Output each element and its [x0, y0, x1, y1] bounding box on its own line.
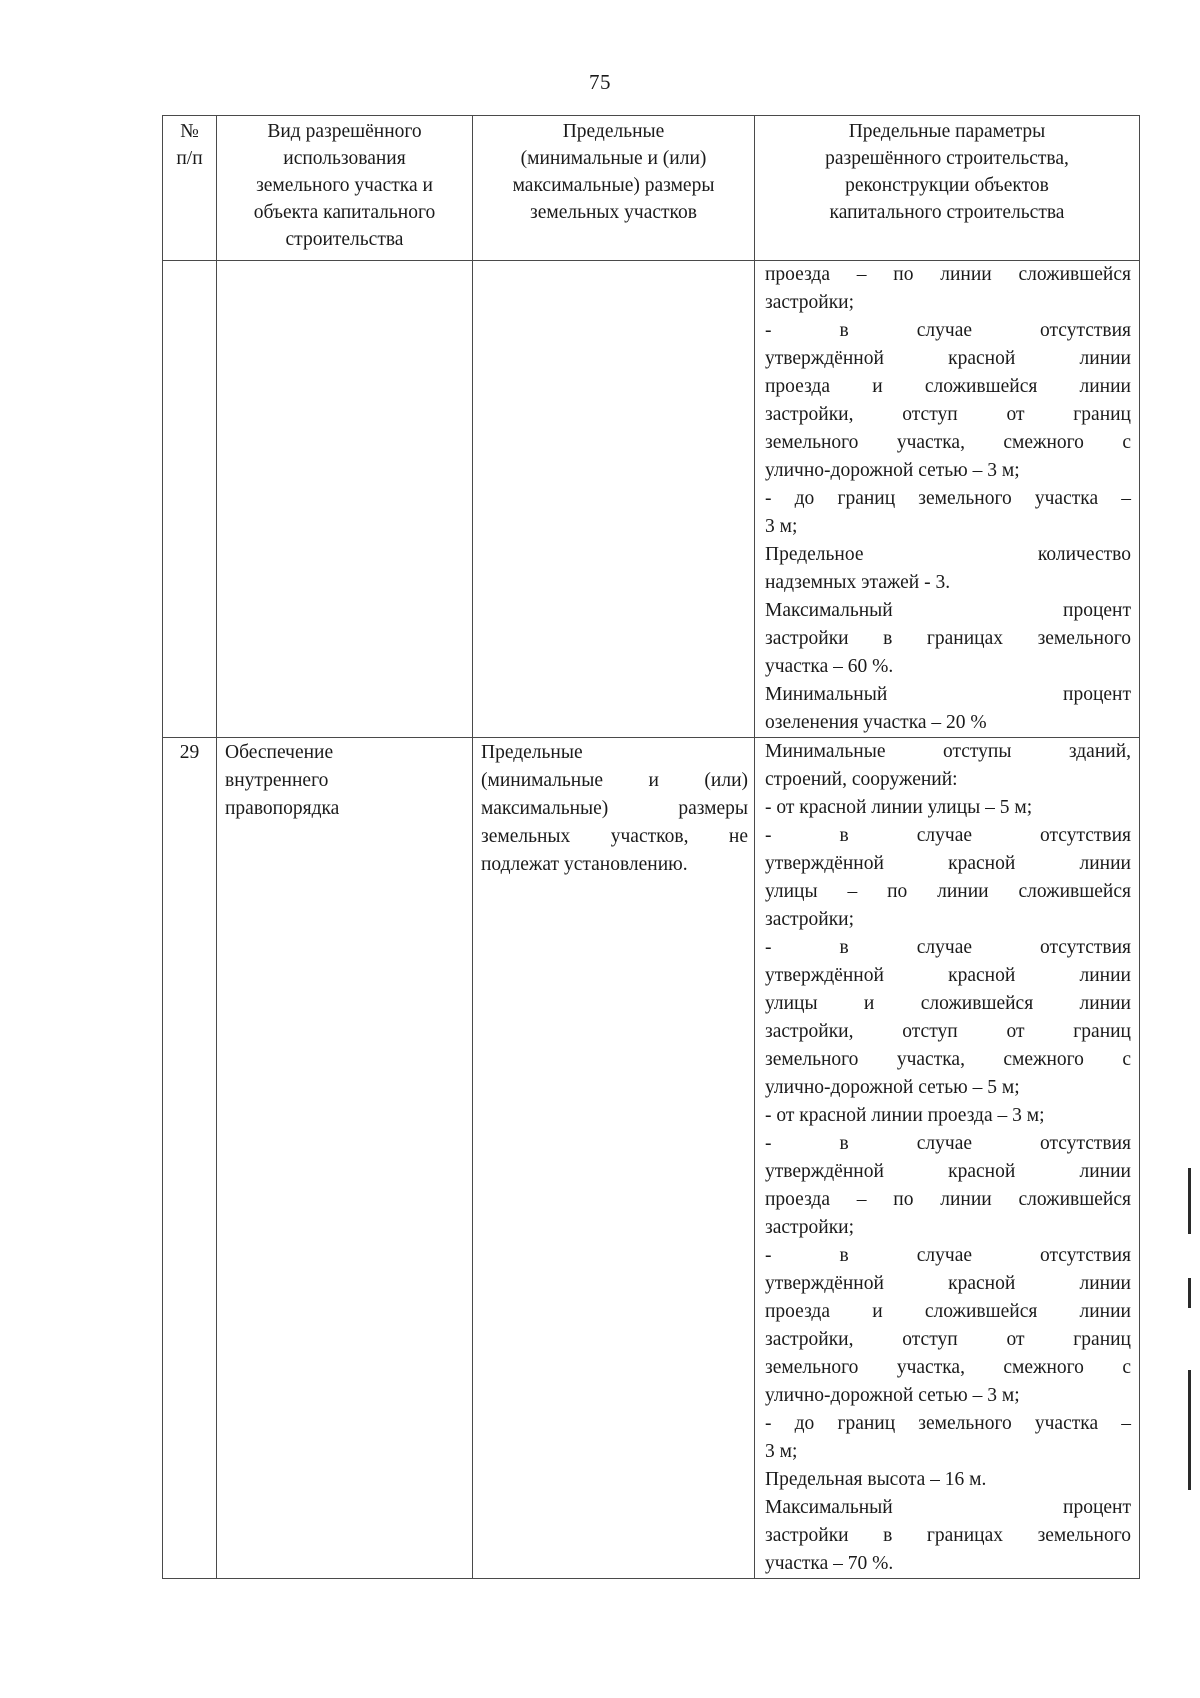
- params-line: - до границ земельного участка –: [765, 1413, 1131, 1434]
- use-type-cell: [217, 738, 473, 1579]
- header-number: [163, 116, 217, 261]
- plot-size-cell: [473, 738, 755, 1579]
- params-line: Минимальный процент: [765, 684, 1131, 705]
- plot-size-line: Предельные: [481, 742, 583, 763]
- params-line: утверждённой красной линии: [765, 853, 1131, 874]
- use-type-line: правопорядка: [225, 798, 340, 819]
- params-line: надземных этажей - 3.: [765, 572, 951, 593]
- params-line: 3 м;: [765, 1441, 798, 1462]
- header-params-line: Предельные параметры: [848, 121, 1046, 142]
- header-plot-size-line: Предельные: [562, 121, 665, 142]
- header-params: [755, 116, 1140, 261]
- params-line: застройки в границах земельного: [765, 1525, 1131, 1546]
- params-line: Предельная высота – 16 м.: [765, 1469, 987, 1490]
- params-line: застройки;: [765, 909, 855, 930]
- params-cell: [755, 261, 1140, 738]
- params-line: участка – 60 %.: [765, 656, 894, 677]
- plot-size-line: (минимальные и (или): [481, 770, 748, 791]
- header-params-line: разрешённого строительства,: [825, 148, 1069, 169]
- plot-size-cell: [473, 261, 755, 738]
- params-line: земельного участка, смежного с: [765, 1049, 1131, 1070]
- params-line: улично-дорожной сетью – 3 м;: [765, 460, 1020, 481]
- plot-size-line: подлежат установлению.: [481, 854, 688, 875]
- params-line: - в случае отсутствия: [765, 825, 1131, 846]
- params-line: застройки, отступ от границ: [765, 1329, 1131, 1350]
- header-number-line: п/п: [176, 148, 203, 169]
- params-line: Максимальный процент: [765, 600, 1131, 621]
- params-line: - от красной линии улицы – 5 м;: [765, 797, 1033, 818]
- params-line: 3 м;: [765, 516, 798, 537]
- use-type-cell: [217, 261, 473, 738]
- header-number-line: №: [180, 121, 199, 142]
- header-plot-size-line: максимальные) размеры: [512, 175, 715, 196]
- params-line: земельного участка, смежного с: [765, 432, 1131, 453]
- params-line: Максимальный процент: [765, 1497, 1131, 1518]
- params-line: Предельное количество: [765, 544, 1131, 565]
- params-line: - до границ земельного участка –: [765, 488, 1131, 509]
- use-type-line: внутреннего: [225, 770, 329, 791]
- params-line: улицы – по линии сложившейся: [765, 881, 1131, 902]
- table-header-row: [163, 116, 1140, 261]
- plot-size-line: максимальные) размеры: [481, 798, 748, 819]
- header-use-type-line: земельного участка и: [256, 175, 433, 196]
- params-line: проезда – по линии сложившейся: [765, 1189, 1131, 1210]
- scan-edge-mark: [1188, 1370, 1191, 1490]
- params-line: проезда и сложившейся линии: [765, 1301, 1131, 1322]
- params-line: проезда – по линии сложившейся: [765, 264, 1131, 285]
- header-plot-size-line: земельных участков: [530, 202, 697, 223]
- header-plot-size: [473, 116, 755, 261]
- params-line: - в случае отсутствия: [765, 320, 1131, 341]
- header-use-type-line: Вид разрешённого: [267, 121, 422, 142]
- header-use-type-line: использования: [283, 148, 406, 169]
- table-row: [163, 738, 1140, 1579]
- row-number: [163, 261, 216, 262]
- params-line: застройки;: [765, 1217, 855, 1238]
- params-line: строений, сооружений:: [765, 769, 958, 790]
- row-number-cell: [163, 261, 217, 738]
- table-row: [163, 261, 1140, 738]
- params-line: улично-дорожной сетью – 3 м;: [765, 1385, 1020, 1406]
- params-line: - в случае отсутствия: [765, 1245, 1131, 1266]
- params-line: проезда и сложившейся линии: [765, 376, 1131, 397]
- params-cell: [755, 738, 1140, 1579]
- params-line: утверждённой красной линии: [765, 348, 1131, 369]
- params-line: земельного участка, смежного с: [765, 1357, 1131, 1378]
- plot-size-line: земельных участков, не: [481, 826, 748, 847]
- params-line: утверждённой красной линии: [765, 1273, 1131, 1294]
- params-line: застройки, отступ от границ: [765, 404, 1131, 425]
- params-line: Минимальные отступы зданий,: [765, 741, 1131, 762]
- header-params-line: капитального строительства: [829, 202, 1065, 223]
- params-line: - в случае отсутствия: [765, 937, 1131, 958]
- params-line: - от красной линии проезда – 3 м;: [765, 1105, 1045, 1126]
- header-use-type: [217, 116, 473, 261]
- params-line: застройки;: [765, 292, 855, 313]
- params-line: застройки, отступ от границ: [765, 1021, 1131, 1042]
- header-params-line: реконструкции объектов: [845, 175, 1049, 196]
- row-number-cell: [163, 738, 217, 1579]
- page-number: 75: [589, 70, 611, 94]
- params-line: утверждённой красной линии: [765, 1161, 1131, 1182]
- header-use-type-line: объекта капитального: [253, 202, 436, 223]
- use-type-line: Обеспечение: [225, 742, 334, 763]
- header-use-type-line: строительства: [285, 229, 404, 250]
- header-plot-size-line: (минимальные и (или): [520, 148, 707, 169]
- params-line: улицы и сложившейся линии: [765, 993, 1131, 1014]
- params-line: участка – 70 %.: [765, 1553, 894, 1574]
- params-line: утверждённой красной линии: [765, 965, 1131, 986]
- scan-edge-mark: [1188, 1168, 1191, 1234]
- params-line: застройки в границах земельного: [765, 628, 1131, 649]
- params-line: улично-дорожной сетью – 5 м;: [765, 1077, 1020, 1098]
- params-line: - в случае отсутствия: [765, 1133, 1131, 1154]
- regulations-table: [162, 115, 1140, 1579]
- row-number: 29: [179, 742, 200, 763]
- params-line: озеленения участка – 20 %: [765, 712, 987, 733]
- scan-edge-mark: [1188, 1278, 1191, 1308]
